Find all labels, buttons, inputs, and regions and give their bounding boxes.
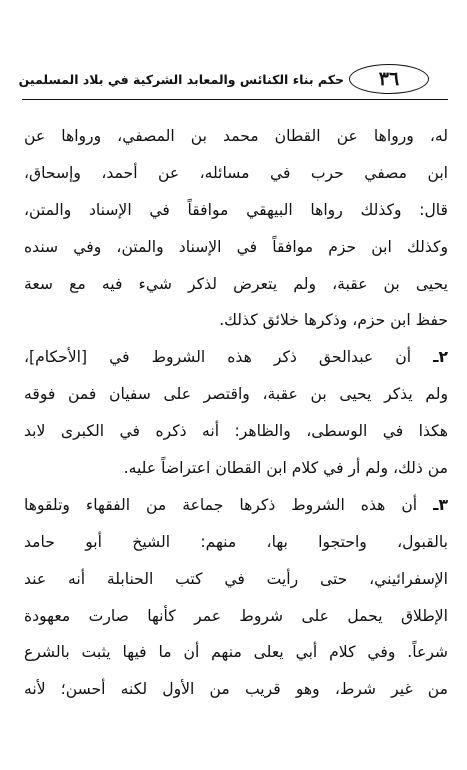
text-line: ولم يذكر يحيى بن عقبة، واقتصر على سفيان فمن فوقه: [24, 385, 448, 404]
text-line: ابن مصفي حرب في مسائله، عن أحمد، وإسحاق،: [24, 163, 448, 182]
text-line: الإطلاق يحمل على شروط عمر كأنها صارت معهودة: [24, 606, 448, 625]
point-3-heading: [24, 487, 448, 524]
header-divider: [22, 99, 448, 100]
point-2-heading: [24, 339, 448, 376]
point-3-text: أن هذه الشروط ذكرها جماعة من الفقهاء وتلقوها: [24, 495, 418, 514]
text-line: يحيى بن عقبة، ولم يتعرض لذكر شيء فيه مع سعة: [24, 274, 448, 293]
point-2-text: أن عبدالحق ذكر هذه الشروط في [الأحكام]،: [24, 348, 412, 367]
page-number: ٣٦: [349, 64, 429, 94]
text-line: حفظ ابن حزم، وذكرها خلائق كذلك.: [219, 311, 448, 330]
point-3-number: ٣ـ: [433, 495, 448, 514]
text-line: بالقبول، واحتجوا بها، منهم: الشيخ أبو حامد: [24, 532, 448, 551]
text-line: هكذا في الوسطى، والظاهر: أنه ذكره في الكبرى لابد: [24, 422, 448, 441]
text-line: من ذلك، ولم أر في كلام ابن القطان اعتراضاً عليه.: [123, 459, 448, 478]
text-line: له، ورواها عن القطان محمد بن المصفي، ورواها عن: [24, 127, 448, 145]
text-line: قال: وكذلك رواها البيهقي موافقاً في الإسناد والمتن،: [24, 200, 448, 219]
text-line: من غير شرط، وهو قريب من الأول لكنه أحسن؛ لأنه: [24, 680, 448, 699]
text-line: وكذلك ابن حزم موافقاً في الإسناد والمتن، وفي سنده: [24, 237, 448, 256]
running-title: حكم بناء الكنائس والمعابد الشركية في بلاد المسلمين: [18, 72, 344, 87]
body-text: [24, 118, 448, 708]
text-line: الإسفرائيني، حتى رأيت في كتب الحنابلة أنه عند: [24, 569, 448, 588]
text-line: شرعاً. وفي كلام أبي يعلى منهم أن ما فيها يثبت بالشرع: [24, 643, 448, 662]
point-2-number: ٢ـ: [433, 348, 448, 367]
